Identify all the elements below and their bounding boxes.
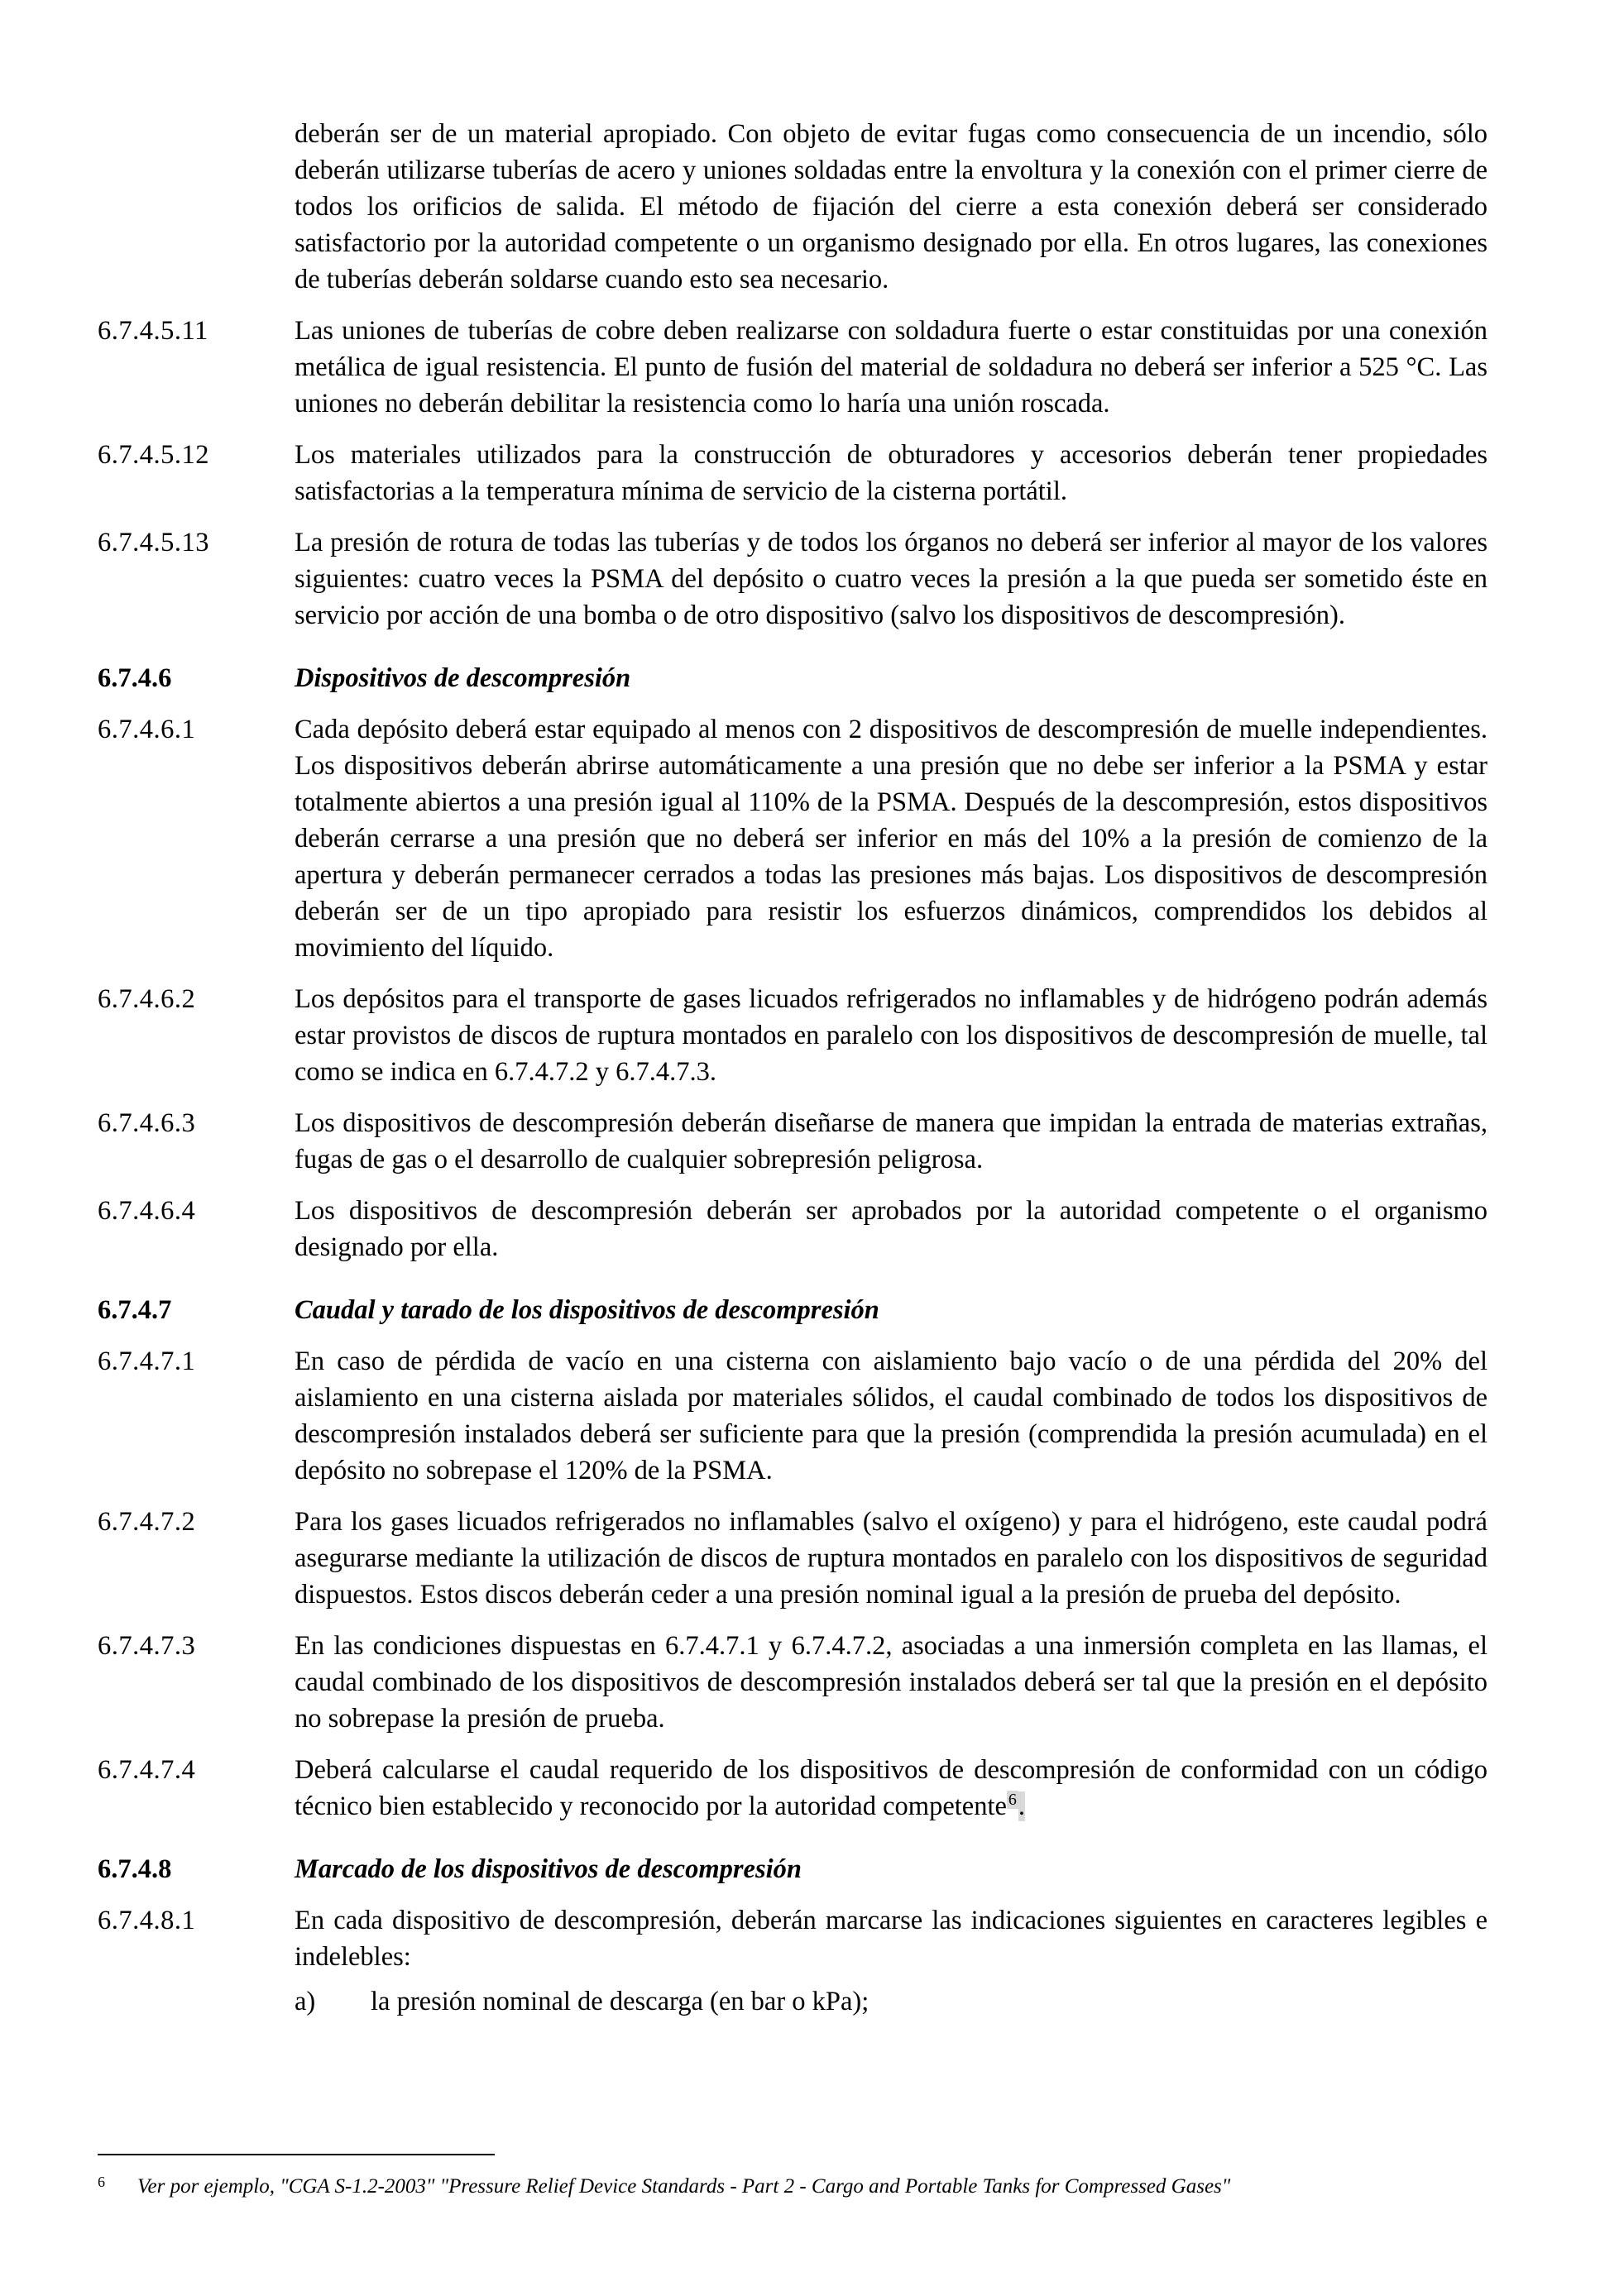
- paragraph-text: Los dispositivos de descompresión deberán ser aprobados por la autoridad competente o el organismo designado por ella.: [295, 1196, 1487, 1262]
- paragraph-text: En cada dispositivo de descompresión, deberán marcarse las indicaciones siguientes en caracteres legibles e indelebles:: [295, 1906, 1487, 1972]
- paragraph-6-7-4-8-1: [98, 1902, 1487, 1975]
- section-title: Marcado de los dispositivos de descompresión: [295, 1854, 802, 1884]
- section-heading-6-7-4-8: [98, 1851, 1487, 1887]
- section-number: 6.7.4.8: [98, 1854, 172, 1884]
- paragraph-number: 6.7.4.7.1: [98, 1347, 196, 1376]
- section-title: Dispositivos de descompresión: [295, 663, 631, 693]
- paragraph-text: Los depósitos para el transporte de gases licuados refrigerados no inflamables y de hidrógeno podrán además estar provistos de discos de ruptura montados en paralelo con los dispositivos de descompresión de muelle, tal como se indica en 6.7.4.7.2 y 6.7.4.7.3.: [295, 984, 1487, 1087]
- paragraph-number: 6.7.4.5.11: [98, 316, 208, 346]
- paragraph-6-7-4-7-4: [98, 1752, 1487, 1825]
- paragraph-number: 6.7.4.6.4: [98, 1196, 196, 1226]
- paragraph-body: Deberá calcularse el caudal requerido de los dispositivos de descompresión de conformidad con un código técnico bien establecido y reconocido por la autoridad competente: [295, 1755, 1487, 1821]
- footnote-number: 6: [98, 2174, 105, 2190]
- list-item-text: la presión nominal de descarga (en bar o kPa);: [371, 1987, 869, 2016]
- paragraph-text: Los materiales utilizados para la construcción de obturadores y accesorios deberán tener propiedades satisfactorias a la temperatura mínima de servicio de la cisterna portátil.: [295, 440, 1487, 506]
- paragraph-6-7-4-6-1: [98, 711, 1487, 966]
- paragraph-number: 6.7.4.7.2: [98, 1507, 196, 1537]
- paragraph-6-7-4-6-2: [98, 981, 1487, 1090]
- paragraph-text: Cada depósito deberá estar equipado al menos con 2 dispositivos de descompresión de muelle independientes. Los dispositivos deberán abrirse automáticamente a una presión que no debe ser inferior a la PSMA y estar totalmente abiertos a una presión igual al 110% de la PSMA. Después de la descompresión, estos dispositivos deberán cerrarse a una presión que no deberá ser inferior en más del 10% a la presión de comienzo de la apertura y deberán permanecer cerrados a todas las presiones más bajas. Los dispositivos de descompresión deberán ser de un tipo apropiado para resistir los esfuerzos dinámicos, comprendidos los debidos al movimiento del líquido.: [295, 715, 1487, 963]
- paragraph-number: 6.7.4.5.12: [98, 440, 209, 470]
- paragraph-6-7-4-6-3: [98, 1105, 1487, 1178]
- paragraph-number: 6.7.4.6.2: [98, 984, 196, 1014]
- paragraph-6-7-4-7-1: [98, 1343, 1487, 1489]
- paragraph-6-7-4-7-3: [98, 1628, 1487, 1737]
- paragraph-6-7-4-6-4: [98, 1193, 1487, 1265]
- paragraph-number: 6.7.4.5.13: [98, 528, 209, 557]
- footnote-text: Ver por ejemplo, "CGA S-1.2-2003" "Pressure Relief Device Standards - Part 2 - Cargo and Portable Tanks for Compressed Gases": [137, 2175, 1231, 2198]
- intro-continuation: deberán ser de un material apropiado. Con objeto de evitar fugas como consecuencia de un incendio, sólo deberán utilizarse tuberías de acero y uniones soldadas entre la envoltura y la conexión con el primer cierre de todos los orificios de salida. El método de fijación del cierre a esta conexión deberá ser considerado satisfactorio por la autoridad competente o un organismo designado por ella. En otros lugares, las conexiones de tuberías deberán soldarse cuando esto sea necesario.: [295, 119, 1487, 294]
- paragraph-number: 6.7.4.8.1: [98, 1906, 196, 1935]
- paragraph-text: Los dispositivos de descompresión deberán diseñarse de manera que impidan la entrada de materias extrañas, fugas de gas o el desarrollo de cualquier sobrepresión peligrosa.: [295, 1108, 1487, 1174]
- paragraph-text: [295, 1752, 1487, 1825]
- paragraph-text: En caso de pérdida de vacío en una cisterna con aislamiento bajo vacío o de una pérdida del 20% del aislamiento en una cisterna aislada por materiales sólidos, el caudal combinado de todos los dispositivos de descompresión instalados deberá ser suficiente para que la presión (comprendida la presión acumulada) en el depósito no sobrepase el 120% de la PSMA.: [295, 1347, 1487, 1485]
- paragraph-6-7-4-5-12: [98, 437, 1487, 509]
- paragraph-period: .: [1018, 1791, 1026, 1821]
- paragraph-number: 6.7.4.6.1: [98, 715, 196, 744]
- paragraph-text: Para los gases licuados refrigerados no inflamables (salvo el oxígeno) y para el hidrógeno, este caudal podrá asegurarse mediante la utilización de discos de ruptura montados en paralelo con los dispositivos de seguridad dispuestos. Estos discos deberán ceder a una presión nominal igual a la presión de prueba del depósito.: [295, 1507, 1487, 1610]
- footnote-reference-link[interactable]: 6: [1008, 1791, 1017, 1810]
- paragraph-6-7-4-5-13: [98, 524, 1487, 634]
- footnote: [98, 2174, 1521, 2200]
- paragraph-number: 6.7.4.6.3: [98, 1108, 196, 1138]
- paragraph-6-7-4-5-11: [98, 313, 1487, 422]
- paragraph-text: En las condiciones dispuestas en 6.7.4.7.1 y 6.7.4.7.2, asociadas a una inmersión completa en las llamas, el caudal combinado de los dispositivos de descompresión instalados deberá ser tal que la presión en el depósito no sobrepase la presión de prueba.: [295, 1631, 1487, 1734]
- list-item-label: a): [295, 1987, 316, 2016]
- document-page: [98, 116, 1487, 2020]
- section-heading-6-7-4-7: [98, 1292, 1487, 1328]
- section-number: 6.7.4.7: [98, 1295, 172, 1325]
- section-title: Caudal y tarado de los dispositivos de descompresión: [295, 1295, 879, 1325]
- list-item: [295, 1983, 1487, 2020]
- section-number: 6.7.4.6: [98, 663, 172, 693]
- paragraph-text: La presión de rotura de todas las tuberías y de todos los órganos no deberá ser inferior al mayor de los valores siguientes: cuatro veces la PSMA del depósito o cuatro veces la presión a la que pueda ser sometido éste en servicio por acción de una bomba o de otro dispositivo (salvo los dispositivos de descompresión).: [295, 528, 1487, 630]
- paragraph-number: 6.7.4.7.3: [98, 1631, 196, 1661]
- paragraph-6-7-4-7-2: [98, 1504, 1487, 1613]
- footnote-divider: [98, 2154, 495, 2155]
- paragraph-number: 6.7.4.7.4: [98, 1755, 196, 1785]
- section-heading-6-7-4-6: [98, 660, 1487, 696]
- paragraph-text: Las uniones de tuberías de cobre deben realizarse con soldadura fuerte o estar constituidas por una conexión metálica de igual resistencia. El punto de fusión del material de soldadura no deberá ser inferior a 525 °C. Las uniones no deberán debilitar la resistencia como lo haría una unión roscada.: [295, 316, 1487, 419]
